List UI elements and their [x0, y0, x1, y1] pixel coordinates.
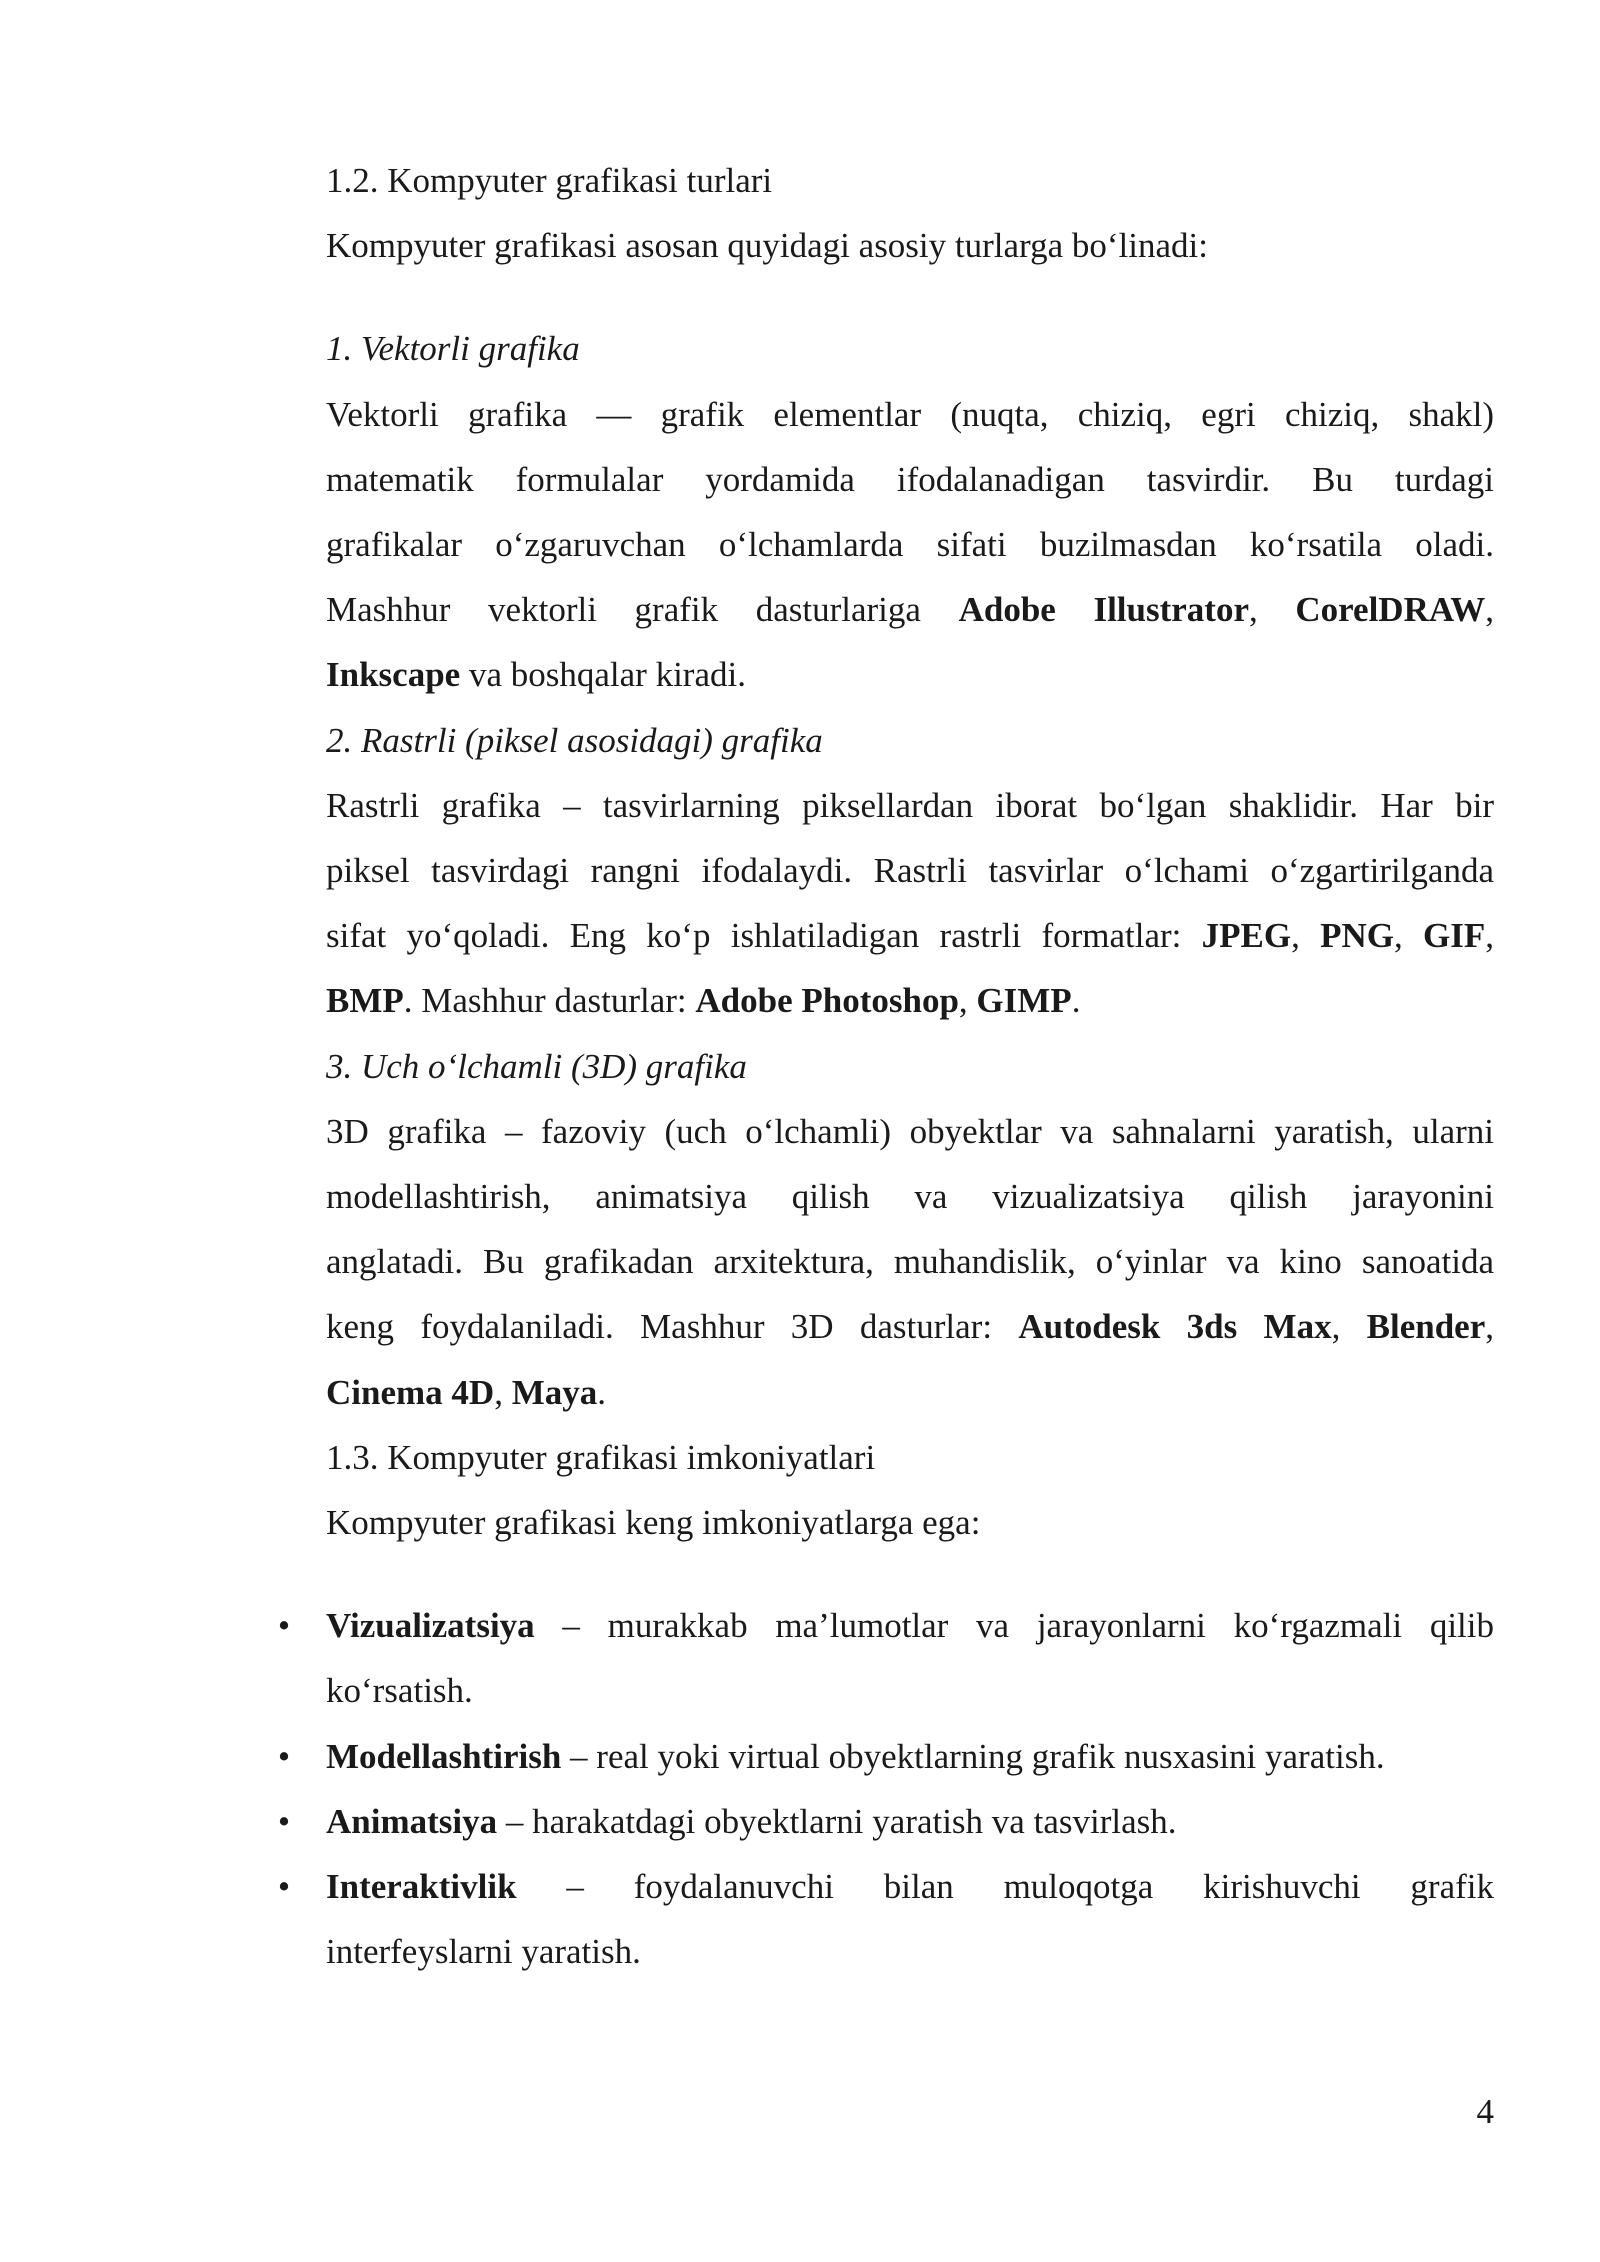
paragraph-line	[326, 1724, 1494, 1789]
list-term: Modellashtirish	[326, 1736, 562, 1776]
bullet-marker: •	[277, 1801, 291, 1841]
paragraph-line	[326, 1854, 1494, 1919]
text-run: .	[597, 1372, 606, 1412]
text-run: ,	[1485, 1307, 1494, 1347]
software-name: Adobe Illustrator	[958, 590, 1249, 630]
text-run: ,	[494, 1372, 512, 1412]
list-item	[277, 1854, 1494, 1984]
spacer	[326, 1555, 1494, 1593]
page-body	[277, 148, 1495, 1984]
software-name: Blender	[1366, 1307, 1486, 1347]
subsection-title-3d: 3. Uch o‘lchamli (3D) grafika	[326, 1046, 747, 1086]
bullet-marker: •	[277, 1606, 291, 1646]
paragraph-line: ko‘rsatish.	[326, 1671, 473, 1711]
list-item	[277, 1593, 1494, 1723]
format-name: PNG	[1320, 916, 1395, 956]
paragraph-line	[326, 1360, 1494, 1425]
software-name: CorelDRAW	[1295, 590, 1486, 630]
software-name: Maya	[511, 1372, 598, 1412]
text-run: – foydalanuvchi bilan muloqotga kirishuvchi grafik	[516, 1867, 1494, 1907]
paragraph-line: interfeyslarni yaratish.	[326, 1932, 641, 1972]
software-name: GIMP	[976, 981, 1072, 1021]
text-run: .	[1071, 981, 1081, 1021]
section-intro-1-2: Kompyuter grafikasi asosan quyidagi asosiy turlarga bo‘linadi:	[326, 226, 1208, 266]
section-heading-1-2: 1.2. Kompyuter grafikasi turlari	[326, 161, 773, 200]
text-run: ,	[958, 981, 977, 1021]
text-run: ,	[1485, 916, 1495, 956]
text-run: ,	[1485, 590, 1494, 630]
software-name: Inkscape	[326, 655, 461, 695]
text-run: – harakatdagi obyektlarni yaratish va tasvirlash.	[497, 1801, 1177, 1841]
section-intro-1-3: Kompyuter grafikasi keng imkoniyatlarga ega:	[326, 1503, 981, 1543]
subsection-title-rastrli: 2. Rastrli (piksel asosidagi) grafika	[326, 720, 823, 760]
paragraph-line: matematik formulalar yordamida ifodalanadigan tasvirdir. Bu turdagi	[326, 459, 1494, 499]
list-item	[277, 1724, 1494, 1789]
paragraph-line	[326, 903, 1494, 968]
format-name: BMP	[326, 981, 404, 1021]
spacer	[326, 278, 1494, 316]
paragraph-line	[326, 577, 1494, 642]
text-run: va boshqalar kiradi.	[460, 655, 746, 695]
bullet-marker: •	[277, 1867, 291, 1907]
format-name: JPEG	[1201, 916, 1292, 956]
list-term: Interaktivlik	[326, 1867, 517, 1907]
paragraph-line: piksel tasvirdagi rangni ifodalaydi. Rastrli tasvirlar o‘lchami o‘zgartirilganda	[326, 851, 1494, 891]
paragraph-line: grafikalar o‘zgaruvchan o‘lchamlarda sifati buzilmasdan ko‘rsatila oladi.	[326, 525, 1494, 565]
paragraph-line	[326, 968, 1494, 1033]
software-name: Autodesk 3ds Max	[1018, 1307, 1332, 1347]
paragraph-line	[326, 1789, 1494, 1854]
text-run: keng foydalaniladi. Mashhur 3D dasturlar:	[326, 1307, 1019, 1347]
list-item	[277, 1789, 1494, 1854]
list-term: Vizualizatsiya	[326, 1606, 535, 1646]
bullet-marker: •	[277, 1736, 291, 1776]
text-run: . Mashhur dasturlar:	[403, 981, 696, 1021]
paragraph-line: Vektorli grafika — grafik elementlar (nuqta, chiziq, egri chiziq, shakl)	[326, 394, 1494, 434]
subsection-title-vektorli: 1. Vektorli grafika	[326, 329, 580, 369]
paragraph-line: modellashtirish, animatsiya qilish va vizualizatsiya qilish jarayonini	[326, 1177, 1494, 1217]
text-run: ,	[1248, 590, 1296, 630]
text-run: ,	[1394, 916, 1424, 956]
page-number: 4	[1476, 2092, 1494, 2131]
software-name: Cinema 4D	[326, 1372, 495, 1412]
section-heading-1-3: 1.3. Kompyuter grafikasi imkoniyatlari	[326, 1437, 876, 1477]
paragraph-line: anglatadi. Bu grafikadan arxitektura, muhandislik, o‘yinlar va kino sanoatida	[326, 1242, 1494, 1282]
paragraph-line	[326, 1593, 1494, 1658]
text-run: – real yoki virtual obyektlarning grafik nusxasini yaratish.	[561, 1736, 1385, 1776]
paragraph-line: Rastrli grafika – tasvirlarning piksellardan iborat bo‘lgan shaklidir. Har bir	[326, 785, 1494, 825]
text-run: ,	[1291, 916, 1321, 956]
text-run: Mashhur vektorli grafik dasturlariga	[326, 590, 959, 630]
text-run: – murakkab ma’lumotlar va jarayonlarni ko‘rgazmali qilib	[534, 1606, 1494, 1646]
paragraph-line: 3D grafika – fazoviy (uch o‘lchamli) obyektlar va sahnalarni yaratish, ularni	[326, 1111, 1494, 1151]
software-name: Adobe Photoshop	[695, 981, 959, 1021]
list-term: Animatsiya	[326, 1801, 498, 1841]
text-run: ,	[1331, 1307, 1367, 1347]
text-run: sifat yo‘qoladi. Eng ko‘p ishlatiladigan rastrli formatlar:	[326, 916, 1202, 956]
format-name: GIF	[1423, 916, 1486, 956]
paragraph-line	[326, 642, 1494, 707]
paragraph-line	[326, 1294, 1494, 1359]
